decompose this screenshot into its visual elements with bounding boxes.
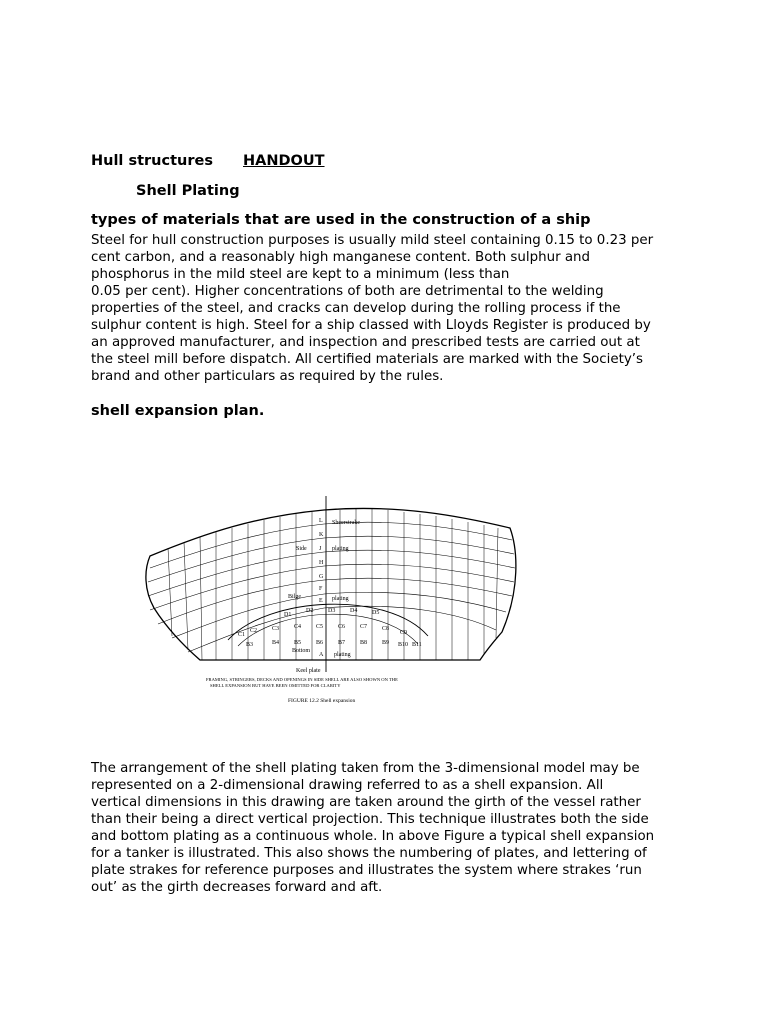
strake-letter: E bbox=[319, 598, 323, 604]
document-subtitle: Shell Plating bbox=[136, 183, 240, 199]
paragraph-materials bbox=[91, 232, 653, 385]
paragraph-line: 0.05 per cent). Higher concentrations of both are detrimental to the welding bbox=[91, 284, 604, 299]
plate-number: B3 bbox=[246, 642, 254, 648]
paragraph-line: properties of the steel, and cracks can develop during the rolling process if the bbox=[91, 301, 621, 316]
strake-letter: G bbox=[319, 574, 324, 580]
plate-number: D3 bbox=[328, 608, 336, 614]
plating-label: plating bbox=[332, 546, 349, 552]
paragraph-line: vertical dimensions in this drawing are taken around the girth of the vessel rather bbox=[91, 795, 641, 810]
strake-seams bbox=[148, 522, 515, 652]
plate-number: B9 bbox=[382, 640, 390, 646]
paragraph-line: an approved manufacturer, and inspection and prescribed tests are carried out at bbox=[91, 335, 640, 350]
plate-number: D1 bbox=[284, 612, 292, 618]
figure-note: SHELL EXPANSION BUT HAVE BEEN OMITTED FOR CLARITY bbox=[210, 683, 341, 688]
figure-caption: FIGURE 12.2 Shell expansion bbox=[288, 698, 356, 704]
shell-expansion-drawing bbox=[88, 440, 528, 730]
plate-number: B11 bbox=[412, 642, 422, 648]
paragraph-line: for a tanker is illustrated. This also shows the numbering of plates, and lettering of bbox=[91, 846, 647, 861]
document-title: Hull structures bbox=[91, 153, 213, 169]
bottom-label: Bottom bbox=[292, 648, 311, 654]
plate-number: D4 bbox=[350, 608, 358, 614]
paragraph-line: represented on a 2-dimensional drawing referred to as a shell expansion. All bbox=[91, 778, 604, 793]
paragraph-line: phosphorus in the mild steel are kept to a minimum (less than bbox=[91, 267, 510, 282]
paragraph-line: brand and other particulars as required by the rules. bbox=[91, 369, 444, 384]
paragraph-line: plate strakes for reference purposes and illustrates the system where strakes ‘run bbox=[91, 863, 642, 878]
strake-letter: J bbox=[319, 546, 322, 552]
strake-letter: F bbox=[319, 586, 323, 592]
plate-number: C3 bbox=[272, 626, 280, 632]
plate-number: C9 bbox=[400, 630, 408, 636]
paragraph-shell-expansion bbox=[91, 760, 654, 896]
plate-number: D2 bbox=[306, 608, 314, 614]
section-heading-materials: types of materials that are used in the construction of a ship bbox=[91, 212, 591, 228]
plate-number: C6 bbox=[338, 624, 346, 630]
plate-number: B8 bbox=[360, 640, 368, 646]
plate-number: B7 bbox=[338, 640, 346, 646]
plate-number: C1 bbox=[238, 632, 246, 638]
plate-number: B4 bbox=[272, 640, 280, 646]
paragraph-line: The arrangement of the shell plating taken from the 3-dimensional model may be bbox=[91, 761, 640, 776]
side-label: Side bbox=[296, 546, 307, 552]
keel-plate-label: Keel plate bbox=[296, 668, 321, 674]
plate-number: C7 bbox=[360, 624, 368, 630]
strake-letter: A bbox=[319, 652, 324, 658]
plate-number: C4 bbox=[294, 624, 302, 630]
paragraph-line: cent carbon, and a reasonably high manganese content. Both sulphur and bbox=[91, 250, 591, 265]
plate-number: B5 bbox=[294, 640, 302, 646]
plating-label: plating bbox=[332, 596, 349, 602]
sheerstrake-label: Sheerstrake bbox=[332, 520, 360, 526]
figure-note: FRAMING, STRINGERS, DECKS AND OPENINGS IN SIDE SHELL ARE ALSO SHOWN ON THE bbox=[206, 677, 398, 682]
bilge-label: Bilge bbox=[288, 594, 301, 600]
title-line bbox=[91, 153, 325, 169]
plate-number: C8 bbox=[382, 626, 390, 632]
handout-label: HANDOUT bbox=[243, 153, 325, 169]
strake-letter: H bbox=[319, 560, 324, 566]
paragraph-line: and bottom plating as a continuous whole. In above Figure a typical shell expansion bbox=[91, 829, 655, 844]
shell-expansion-figure bbox=[88, 440, 528, 730]
plate-number: B6 bbox=[316, 640, 324, 646]
paragraph-line: out’ as the girth decreases forward and aft. bbox=[91, 880, 383, 895]
strake-letter: L bbox=[319, 518, 323, 524]
section-heading-shell-expansion: shell expansion plan. bbox=[91, 403, 265, 419]
paragraph-line: Steel for hull construction purposes is usually mild steel containing 0.15 to 0.23 per bbox=[91, 233, 654, 248]
plate-number: D5 bbox=[372, 610, 380, 616]
strake-letter: K bbox=[319, 532, 324, 538]
paragraph-line: than their being a direct vertical projection. This technique illustrates both the side bbox=[91, 812, 649, 827]
paragraph-line: sulphur content is high. Steel for a ship classed with Lloyds Register is produced by bbox=[91, 318, 651, 333]
plate-number: C5 bbox=[316, 624, 324, 630]
plating-label: plating bbox=[334, 652, 351, 658]
paragraph-line: the steel mill before dispatch. All certified materials are marked with the Society’s bbox=[91, 352, 643, 367]
plate-number: B10 bbox=[398, 642, 409, 648]
plate-number: C2 bbox=[250, 628, 258, 634]
